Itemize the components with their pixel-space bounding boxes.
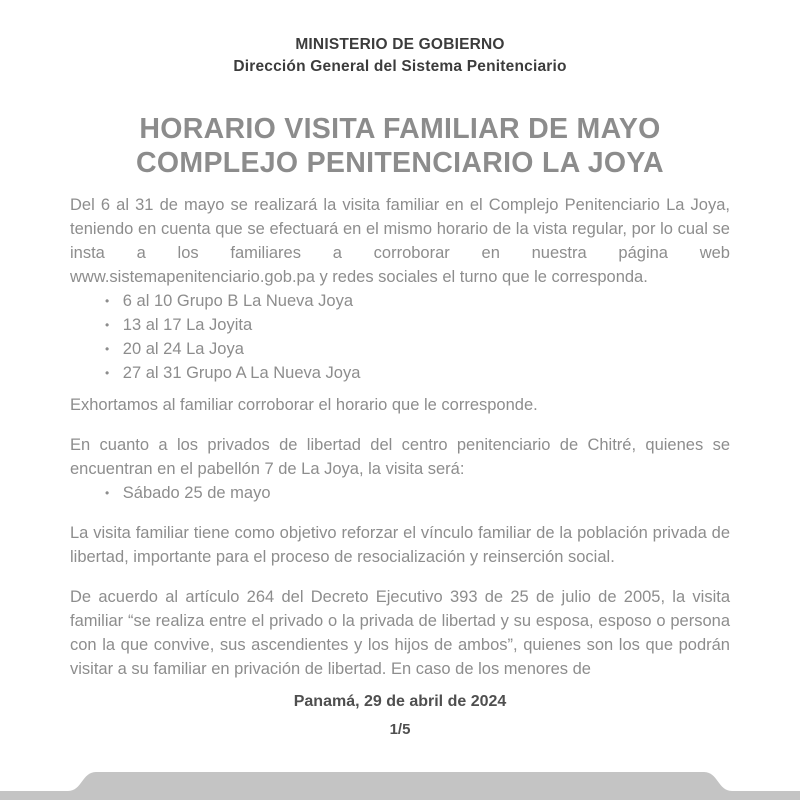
- bullet-icon: •: [105, 294, 110, 308]
- schedule-item: [105, 337, 730, 361]
- schedule-item: [105, 361, 730, 385]
- chitre-paragraph: En cuanto a los privados de libertad del centro penitenciario de Chitré, quienes se encuentran en el pabellón 7 de La Joya, la visita será:: [70, 436, 730, 478]
- chitre-list: [70, 481, 730, 505]
- schedule-item-label: 6 al 10 Grupo B La Nueva Joya: [122, 292, 354, 310]
- next-page-peek-path: [0, 772, 800, 800]
- chitre-item: [105, 481, 730, 505]
- page-indicator: 1/5: [389, 721, 411, 738]
- bullet-icon: •: [105, 366, 110, 380]
- bullet-icon: •: [105, 318, 110, 332]
- department-name: Dirección General del Sistema Penitenciario: [233, 58, 567, 75]
- next-page-peek-shape: [0, 758, 800, 800]
- bullet-icon: •: [105, 486, 110, 500]
- schedule-item: [105, 289, 730, 313]
- legal-paragraph: De acuerdo al artículo 264 del Decreto Ejecutivo 393 de 25 de julio de 2005, la visita familiar “se realiza entre el privado o la privada de libertad y su esposa, esposo o persona con la que convive, sus ascendientes y los hijos de ambos”, quienes son los que podrán visitar a su familiar en privación de libertad. En caso de los menores de: [70, 588, 730, 678]
- dateline: Panamá, 29 de abril de 2024: [293, 693, 507, 710]
- document-body: [70, 193, 730, 681]
- objective-paragraph: La visita familiar tiene como objetivo reforzar el vínculo familiar de la población privada de libertad, importante para el proceso de resocialización y reinserción social.: [70, 524, 730, 566]
- title-line-1: HORARIO VISITA FAMILIAR DE MAYO: [139, 113, 661, 145]
- title-line-2: COMPLEJO PENITENCIARIO LA JOYA: [136, 147, 664, 179]
- schedule-item-label: 13 al 17 La Joyita: [122, 316, 253, 334]
- org-header: [0, 0, 800, 78]
- reminder-paragraph: Exhortamos al familiar corroborar el horario que le corresponde.: [70, 396, 538, 414]
- document-footer: [0, 690, 800, 742]
- schedule-item-label: 20 al 24 La Joya: [122, 340, 244, 358]
- schedule-list: [70, 289, 730, 385]
- chitre-item-label: Sábado 25 de mayo: [122, 484, 271, 502]
- ministry-name: MINISTERIO DE GOBIERNO: [295, 36, 505, 53]
- page-title: [0, 112, 800, 180]
- schedule-item: [105, 313, 730, 337]
- bullet-icon: •: [105, 342, 110, 356]
- intro-paragraph: Del 6 al 31 de mayo se realizará la visita familiar en el Complejo Penitenciario La Joya, teniendo en cuenta que se efectuará en el mismo horario de la vista regular, por lo cual se insta a los familiares a corroborar en nuestra página web www.sistemapenitenciario.gob.pa y redes sociales el turno que le corresponda.: [70, 196, 730, 286]
- schedule-item-label: 27 al 31 Grupo A La Nueva Joya: [122, 364, 361, 382]
